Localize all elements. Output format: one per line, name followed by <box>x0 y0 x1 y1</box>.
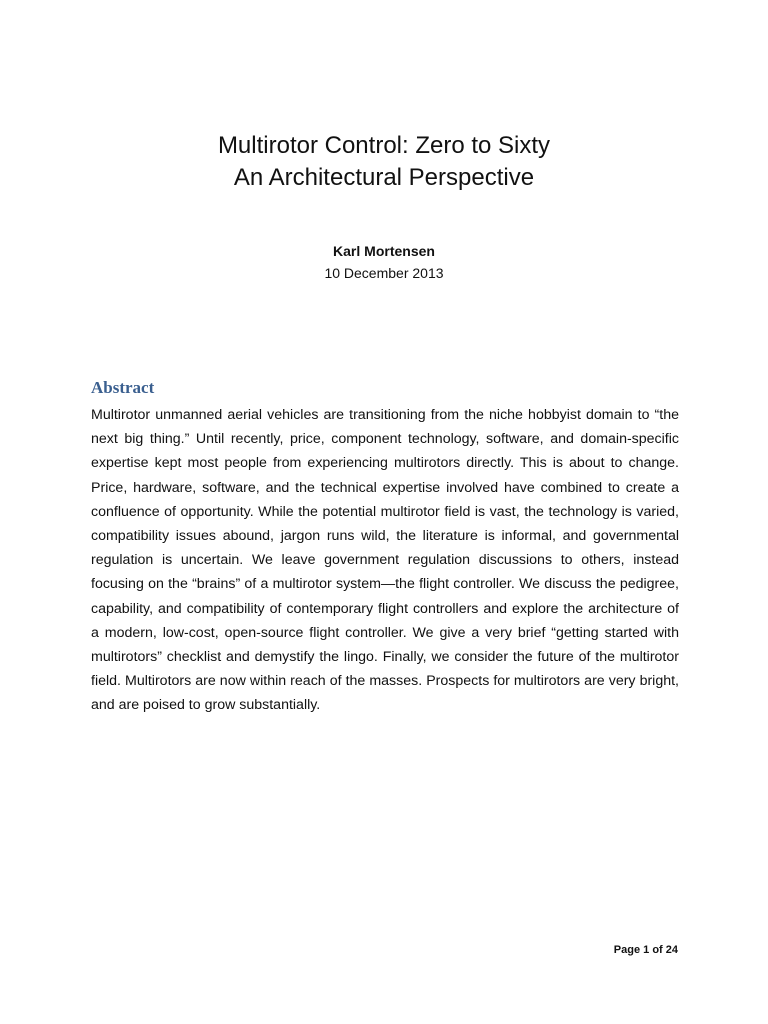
page-number: Page 1 of 24 <box>613 944 678 956</box>
abstract-body: Multirotor unmanned aerial vehicles are transitioning from the niche hobbyist domain to “the next big thing.” Until recently, price, component technology, software, and domain-specific expertise kept most people from experiencing multirotors directly. This is about to change. Price, hardware, software, and the technical expertise involved have combined to create a confluence of opportunity. While the potential multirotor field is vast, the technology is varied, compatibility issues abound, jargon runs wild, the literature is informal, and governmental regulation is uncertain. We leave government regulation discussions to others, instead focusing on the “brains” of a multirotor system—the flight controller. We discuss the pedigree, capability, and compatibility of contemporary flight controllers and explore the architecture of a modern, low-cost, open-source flight controller. We give a very brief “getting started with multirotors” checklist and demystify the lingo. Finally, we consider the future of the multirotor field. Multirotors are now within reach of the masses. Prospects for multirotors are very bright, and are poised to grow substantially. <box>91 407 679 714</box>
author-block <box>0 240 768 284</box>
abstract-heading: Abstract <box>91 378 155 397</box>
title-block <box>0 130 768 194</box>
document-title-line-2: An Architectural Perspective <box>233 164 535 191</box>
document-title-line-1: Multirotor Control: Zero to Sixty <box>217 132 551 159</box>
publication-date: 10 December 2013 <box>324 265 444 281</box>
author-name: Karl Mortensen <box>333 243 435 259</box>
